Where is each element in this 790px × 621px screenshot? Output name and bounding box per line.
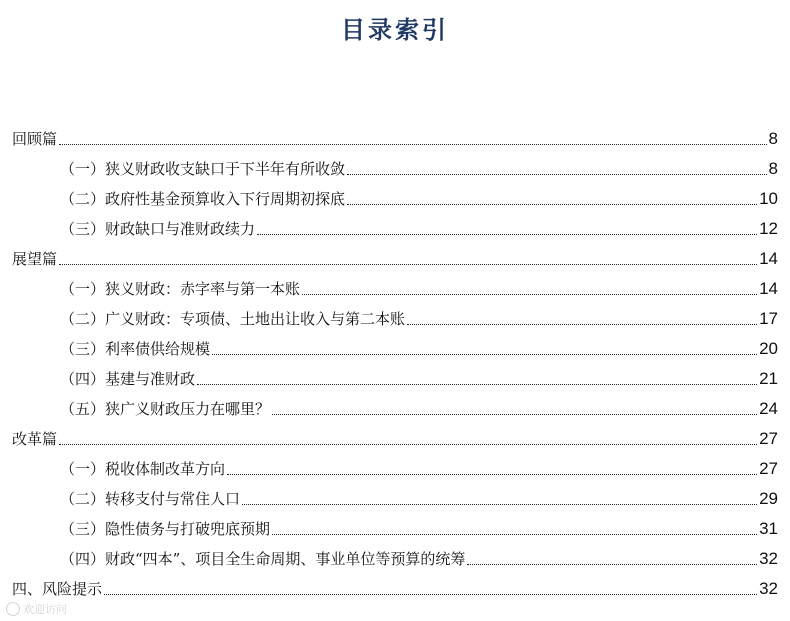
page-title: 目录索引 [341,15,449,44]
toc-entry[interactable] [12,118,778,148]
toc-page-number: 10 [759,189,778,208]
watermark [6,601,67,617]
toc-entry[interactable] [60,508,778,538]
dot-leader [212,354,757,355]
toc-page-number: 8 [768,159,778,178]
dot-leader [197,384,757,385]
toc-entry[interactable] [12,418,778,448]
toc-entry[interactable] [60,148,778,178]
dot-leader [104,594,757,595]
dot-leader [59,144,767,145]
toc-entry-label: （三）利率债供给规模 [60,340,211,358]
toc-entry-label: （一）狭义财政收支缺口于下半年有所收敛 [60,160,346,178]
toc-entry[interactable] [60,178,778,208]
toc-page-number: 17 [759,309,778,328]
toc-page-number: 32 [759,579,778,598]
toc-entry[interactable] [12,568,778,598]
toc-entry-label: （四）基建与准财政 [60,370,196,388]
dot-leader [272,414,757,415]
toc-entry-label: （三）隐性债务与打破兜底预期 [60,520,271,538]
toc-page-number: 31 [759,519,778,538]
toc-entry-label: （二）广义财政：专项债、土地出让收入与第二本账 [60,310,406,328]
toc-entry-label: （二）政府性基金预算收入下行周期初探底 [60,190,346,208]
toc-entry-label: 展望篇 [12,250,58,268]
dot-leader [302,294,757,295]
dot-leader [59,444,757,445]
toc-page-number: 8 [768,129,778,148]
dot-leader [227,474,757,475]
dot-leader [242,504,757,505]
toc-entry[interactable] [60,208,778,238]
toc-entry-label: （四）财政“四本”、项目全生命周期、事业单位等预算的统筹 [60,550,466,568]
toc-entry[interactable] [60,328,778,358]
toc-entry-label: （二）转移支付与常住人口 [60,490,241,508]
toc-page-number: 21 [759,369,778,388]
dot-leader [272,534,757,535]
toc-page-number: 14 [759,249,778,268]
toc-page-number: 20 [759,339,778,358]
toc-entry[interactable] [60,478,778,508]
toc-entry[interactable] [12,238,778,268]
toc-entry-label: 四、风险提示 [12,580,103,598]
toc-entry[interactable] [60,298,778,328]
toc-page-number: 29 [759,489,778,508]
toc-page-number: 27 [759,429,778,448]
toc-page-number: 24 [759,399,778,418]
toc-entry-label: （一）狭义财政：赤字率与第一本账 [60,280,301,298]
dot-leader [257,234,757,235]
watermark-text: 欢迎访问 [23,603,67,616]
toc-entry-label: （五）狭广义财政压力在哪里？ [60,400,271,418]
toc-page-number: 14 [759,279,778,298]
dot-leader [407,324,757,325]
dot-leader [347,204,757,205]
toc-page-number: 12 [759,219,778,238]
toc-entry[interactable] [60,268,778,298]
toc-entry[interactable] [60,358,778,388]
dot-leader [467,564,757,565]
toc-entry[interactable] [60,388,778,418]
toc-page-number: 27 [759,459,778,478]
toc-entry[interactable] [60,448,778,478]
watermark-logo-icon [6,602,20,616]
dot-leader [59,264,757,265]
toc-entry-label: （三）财政缺口与准财政续力 [60,220,256,238]
toc-entry-label: 回顾篇 [12,130,58,148]
toc-entry-label: （一）税收体制改革方向 [60,460,226,478]
toc-entry[interactable] [60,538,778,568]
dot-leader [347,174,767,175]
toc-entry-label: 改革篇 [12,430,58,448]
toc-page-number: 32 [759,549,778,568]
